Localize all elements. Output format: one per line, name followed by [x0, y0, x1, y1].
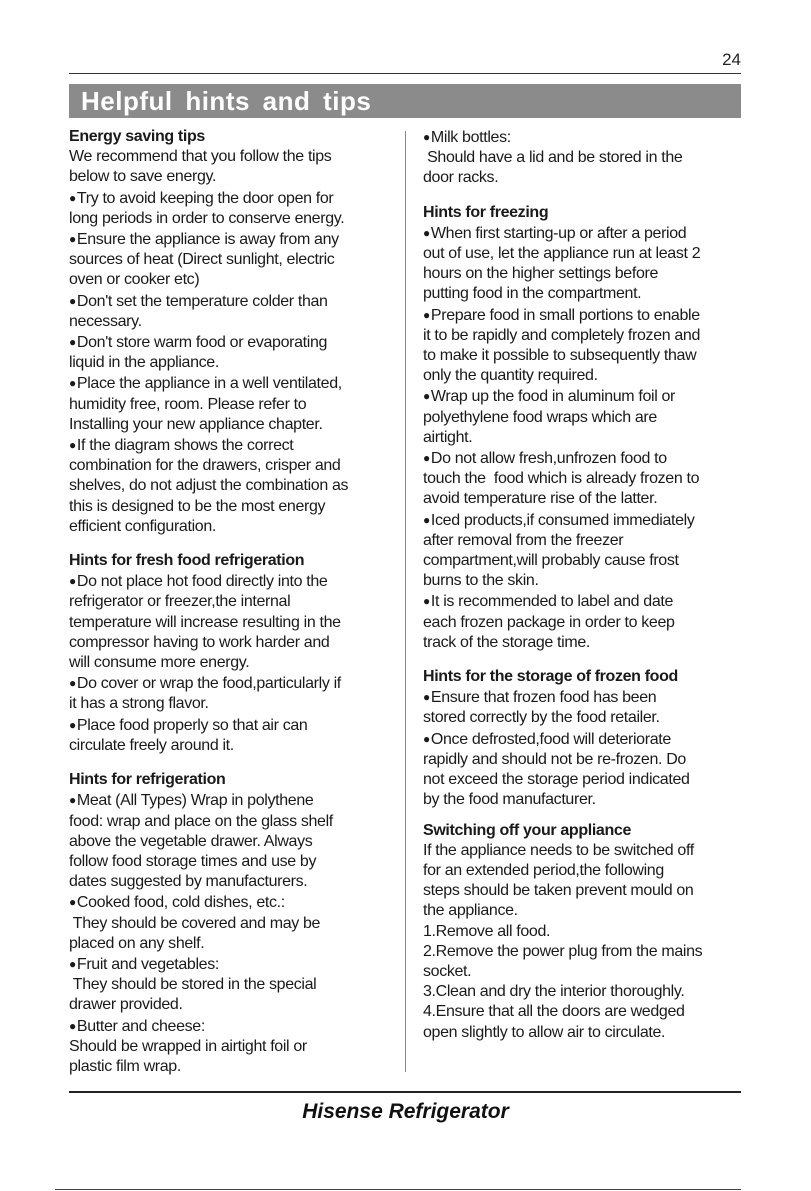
bullet-icon: ● — [69, 895, 76, 910]
text-line — [69, 270, 394, 290]
section-body — [423, 223, 748, 653]
footer-brand: Hisense Refrigerator — [302, 1100, 509, 1123]
text-line — [423, 841, 748, 861]
line-text: not exceed the storage period indicated — [423, 771, 690, 789]
bullet-line — [423, 729, 748, 750]
bullet-icon: ● — [423, 512, 430, 527]
text-line — [423, 346, 748, 366]
text-line — [69, 694, 394, 714]
bullet-line — [423, 687, 748, 708]
line-text: temperature will increase resulting in the — [69, 613, 341, 631]
text-line — [69, 592, 394, 612]
line-text: this is designed to be the most energy — [69, 497, 326, 515]
bullet-line — [69, 571, 394, 592]
text-line — [69, 633, 394, 653]
bullet-icon: ● — [69, 335, 76, 350]
line-text: Iced products,if consumed immediately — [430, 511, 695, 529]
section-body — [423, 687, 748, 810]
line-text: to make it possible to subsequently thaw — [423, 347, 697, 365]
line-text: avoid temperature rise of the latter. — [423, 490, 658, 508]
text-line — [69, 147, 394, 167]
text-line — [69, 653, 394, 673]
line-text: Don't set the temperature colder than — [76, 292, 328, 310]
section-body — [69, 571, 394, 756]
line-text: putting food in the compartment. — [423, 285, 642, 303]
text-line — [423, 633, 748, 653]
line-text: food: wrap and place on the glass shelf — [69, 812, 333, 830]
text-line — [423, 284, 748, 304]
section-title: Hints for the storage of frozen food — [423, 668, 678, 686]
text-line — [423, 264, 748, 284]
text-line — [423, 571, 748, 591]
text-line — [69, 914, 394, 934]
line-text: 4.Ensure that all the doors are wedged — [423, 1003, 685, 1021]
line-text: only the quantity required. — [423, 367, 598, 385]
text-line — [69, 736, 394, 756]
line-text: touch the food which is already frozen to — [423, 470, 700, 488]
section-title: Switching off your appliance — [423, 821, 631, 839]
line-text: Do not allow fresh,unfrozen food to — [430, 450, 667, 468]
footer-divider — [55, 1189, 741, 1190]
bullet-line — [423, 448, 748, 469]
line-text: out of use, let the appliance run at least 2 — [423, 245, 701, 263]
section-fresh-food — [69, 551, 394, 756]
bullet-icon: ● — [423, 594, 430, 609]
right-column — [423, 127, 748, 1043]
line-text: Installing your new appliance chapter. — [69, 415, 323, 433]
bullet-icon: ● — [69, 293, 76, 308]
bullet-icon: ● — [69, 232, 76, 247]
bullet-icon: ● — [69, 793, 76, 808]
text-line — [423, 942, 748, 962]
bullet-icon: ● — [69, 376, 76, 391]
section-body — [69, 790, 394, 1077]
bullet-icon: ● — [423, 690, 430, 705]
text-line — [423, 1023, 748, 1043]
bullet-icon: ● — [69, 190, 76, 205]
section-body — [69, 147, 394, 537]
line-text: 2.Remove the power plug from the mains — [423, 942, 703, 960]
section-title: Hints for fresh food refrigeration — [69, 552, 305, 570]
text-line — [69, 832, 394, 852]
line-text: placed on any shelf. — [69, 934, 205, 952]
line-text: hours on the higher settings before — [423, 265, 659, 283]
line-text: socket. — [423, 962, 472, 980]
text-line — [69, 812, 394, 832]
line-text: 1.Remove all food. — [423, 922, 551, 940]
line-text: efficient configuration. — [69, 517, 216, 535]
line-text: Once defrosted,food will deteriorate — [430, 730, 671, 748]
line-text: They should be covered and may be — [69, 914, 321, 932]
line-text: Should have a lid and be stored in the — [423, 149, 683, 167]
text-line — [423, 531, 748, 551]
section-header-bar — [69, 84, 741, 118]
line-text: drawer provided. — [69, 996, 183, 1014]
text-line — [69, 209, 394, 229]
page-title: Helpful hints and tips — [81, 85, 372, 116]
bullet-line — [423, 386, 748, 407]
bullet-icon: ● — [423, 307, 430, 322]
line-text: circulate freely around it. — [69, 736, 234, 754]
line-text: Butter and cheese: — [76, 1017, 205, 1035]
line-text: it to be rapidly and completely frozen and — [423, 326, 701, 344]
line-text: They should be stored in the special — [69, 976, 317, 994]
text-line — [69, 312, 394, 332]
section-title: Hints for freezing — [423, 203, 549, 221]
section-frozen-storage — [423, 667, 748, 810]
line-text: liquid in the appliance. — [69, 354, 219, 372]
line-text: If the diagram shows the correct — [76, 437, 294, 455]
line-text: compartment,will probably cause frost — [423, 552, 679, 570]
bullet-line — [69, 892, 394, 913]
section-body — [423, 127, 748, 189]
section-energy-saving — [69, 127, 394, 537]
line-text: Milk bottles: — [430, 129, 511, 146]
text-line — [423, 366, 748, 386]
line-text: Ensure the appliance is away from any — [76, 231, 339, 249]
line-text: follow food storage times and use by — [69, 852, 317, 870]
text-line — [423, 551, 748, 571]
bullet-icon: ● — [423, 731, 430, 746]
text-line — [69, 456, 394, 476]
text-line — [423, 168, 748, 188]
bullet-icon: ● — [69, 717, 76, 732]
section-refrigeration — [69, 770, 394, 1077]
line-text: When first starting-up or after a period — [430, 224, 687, 242]
text-line — [69, 872, 394, 892]
line-text: door racks. — [423, 169, 499, 187]
text-line — [423, 244, 748, 264]
line-text: If the appliance needs to be switched off — [423, 841, 694, 859]
line-text: shelves, do not adjust the combination as — [69, 477, 349, 495]
line-text: plastic film wrap. — [69, 1057, 181, 1075]
line-text: dates suggested by manufacturers. — [69, 873, 308, 891]
bullet-line — [423, 510, 748, 531]
line-text: combination for the drawers, crisper and — [69, 457, 341, 475]
line-text: sources of heat (Direct sunlight, electric — [69, 251, 335, 269]
line-text: Do not place hot food directly into the — [76, 573, 328, 591]
line-text: Do cover or wrap the food,particularly if — [76, 675, 341, 693]
bullet-line — [423, 591, 748, 612]
line-text: rapidly and should not be re-frozen. Do — [423, 750, 686, 768]
bullet-line — [423, 127, 748, 148]
text-line — [423, 881, 748, 901]
text-line — [423, 901, 748, 921]
line-text: Try to avoid keeping the door open for — [76, 189, 334, 207]
bullet-icon: ● — [423, 451, 430, 466]
page-number: 24 — [722, 50, 741, 69]
bullet-line — [423, 305, 748, 326]
column-divider — [405, 131, 406, 1072]
spacer — [423, 653, 748, 667]
text-line — [69, 613, 394, 633]
line-text: will consume more energy. — [69, 654, 250, 672]
bullet-line — [423, 223, 748, 244]
section-switching-off — [423, 821, 748, 1043]
line-text: after removal from the freezer — [423, 531, 624, 549]
bullet-line — [69, 954, 394, 975]
bullet-line — [69, 332, 394, 353]
line-text: for an extended period,the following — [423, 861, 664, 879]
text-line — [423, 770, 748, 790]
bullet-line — [69, 229, 394, 250]
text-line — [423, 708, 748, 728]
line-text: airtight. — [423, 428, 473, 446]
text-line — [423, 750, 748, 770]
bullet-icon: ● — [69, 438, 76, 453]
bullet-icon: ● — [423, 389, 430, 404]
spacer — [69, 756, 394, 770]
line-text: Don't store warm food or evaporating — [76, 334, 328, 352]
text-line — [423, 428, 748, 448]
line-text: the appliance. — [423, 902, 518, 920]
line-text: Fruit and vegetables: — [76, 955, 219, 973]
bullet-line — [69, 291, 394, 312]
bullet-icon: ● — [69, 574, 76, 589]
bottom-divider — [69, 1091, 741, 1093]
text-line — [69, 353, 394, 373]
top-divider — [69, 73, 741, 74]
spacer — [69, 537, 394, 551]
text-line — [423, 861, 748, 881]
bullet-line — [69, 673, 394, 694]
spacer — [423, 189, 748, 203]
bullet-icon: ● — [423, 225, 430, 240]
bullet-line — [69, 1016, 394, 1037]
line-text: Cooked food, cold dishes, etc.: — [76, 894, 285, 912]
text-line — [69, 934, 394, 954]
line-text: Ensure that frozen food has been — [430, 689, 657, 707]
text-line — [69, 395, 394, 415]
line-text: compressor having to work harder and — [69, 633, 330, 651]
text-line — [69, 497, 394, 517]
text-line — [69, 415, 394, 435]
line-text: burns to the skin. — [423, 572, 539, 590]
text-line — [423, 489, 748, 509]
line-text: track of the storage time. — [423, 633, 590, 651]
text-line — [69, 975, 394, 995]
text-line — [69, 995, 394, 1015]
left-column — [69, 127, 394, 1077]
text-line — [423, 790, 748, 810]
line-text: by the food manufacturer. — [423, 791, 596, 809]
text-line — [423, 326, 748, 346]
text-line — [423, 148, 748, 168]
text-line — [423, 408, 748, 428]
line-text: steps should be taken prevent mould on — [423, 882, 694, 900]
line-text: polyethylene food wraps which are — [423, 408, 657, 426]
section-body — [423, 841, 748, 1043]
text-line — [69, 1037, 394, 1057]
line-text: Place food properly so that air can — [76, 716, 308, 734]
bullet-line — [69, 373, 394, 394]
line-text: below to save energy. — [69, 168, 217, 186]
bullet-icon: ● — [69, 1018, 76, 1033]
bullet-icon: ● — [423, 130, 430, 144]
text-line — [69, 250, 394, 270]
spacer — [423, 811, 748, 821]
bullet-icon: ● — [69, 676, 76, 691]
bullet-line — [69, 715, 394, 736]
line-text: stored correctly by the food retailer. — [423, 709, 660, 727]
line-text: oven or cooker etc) — [69, 271, 200, 289]
line-text: it has a strong flavor. — [69, 695, 209, 713]
text-line — [423, 613, 748, 633]
line-text: necessary. — [69, 312, 142, 330]
section-title: Hints for refrigeration — [69, 771, 226, 789]
text-line — [423, 1002, 748, 1022]
line-text: above the vegetable drawer. Always — [69, 832, 313, 850]
line-text: Should be wrapped in airtight foil or — [69, 1037, 307, 1055]
line-text: open slightly to allow air to circulate. — [423, 1023, 666, 1041]
line-text: Wrap up the food in aluminum foil or — [430, 388, 676, 406]
bullet-line — [69, 188, 394, 209]
section-freezing — [423, 203, 748, 653]
bullet-icon: ● — [69, 956, 76, 971]
bullet-line — [69, 790, 394, 811]
text-line — [69, 852, 394, 872]
line-text: It is recommended to label and date — [430, 593, 674, 611]
text-line — [69, 517, 394, 537]
line-text: each frozen package in order to keep — [423, 613, 675, 631]
text-line — [69, 476, 394, 496]
line-text: humidity free, room. Please refer to — [69, 395, 307, 413]
line-text: refrigerator or freezer,the internal — [69, 593, 291, 611]
text-line — [69, 1057, 394, 1077]
line-text: long periods in order to conserve energy. — [69, 209, 345, 227]
text-line — [69, 167, 394, 187]
line-text: 3.Clean and dry the interior thoroughly. — [423, 983, 685, 1001]
text-line — [423, 469, 748, 489]
line-text: We recommend that you follow the tips — [69, 148, 332, 166]
line-text: Meat (All Types) Wrap in polythene — [76, 792, 314, 810]
text-line — [423, 982, 748, 1002]
text-line — [423, 962, 748, 982]
section-title: Energy saving tips — [69, 128, 205, 145]
line-text: Place the appliance in a well ventilated, — [76, 375, 342, 393]
text-line — [423, 922, 748, 942]
line-text: Prepare food in small portions to enable — [430, 306, 700, 324]
section-milk-bottles — [423, 127, 748, 189]
bullet-line — [69, 435, 394, 456]
